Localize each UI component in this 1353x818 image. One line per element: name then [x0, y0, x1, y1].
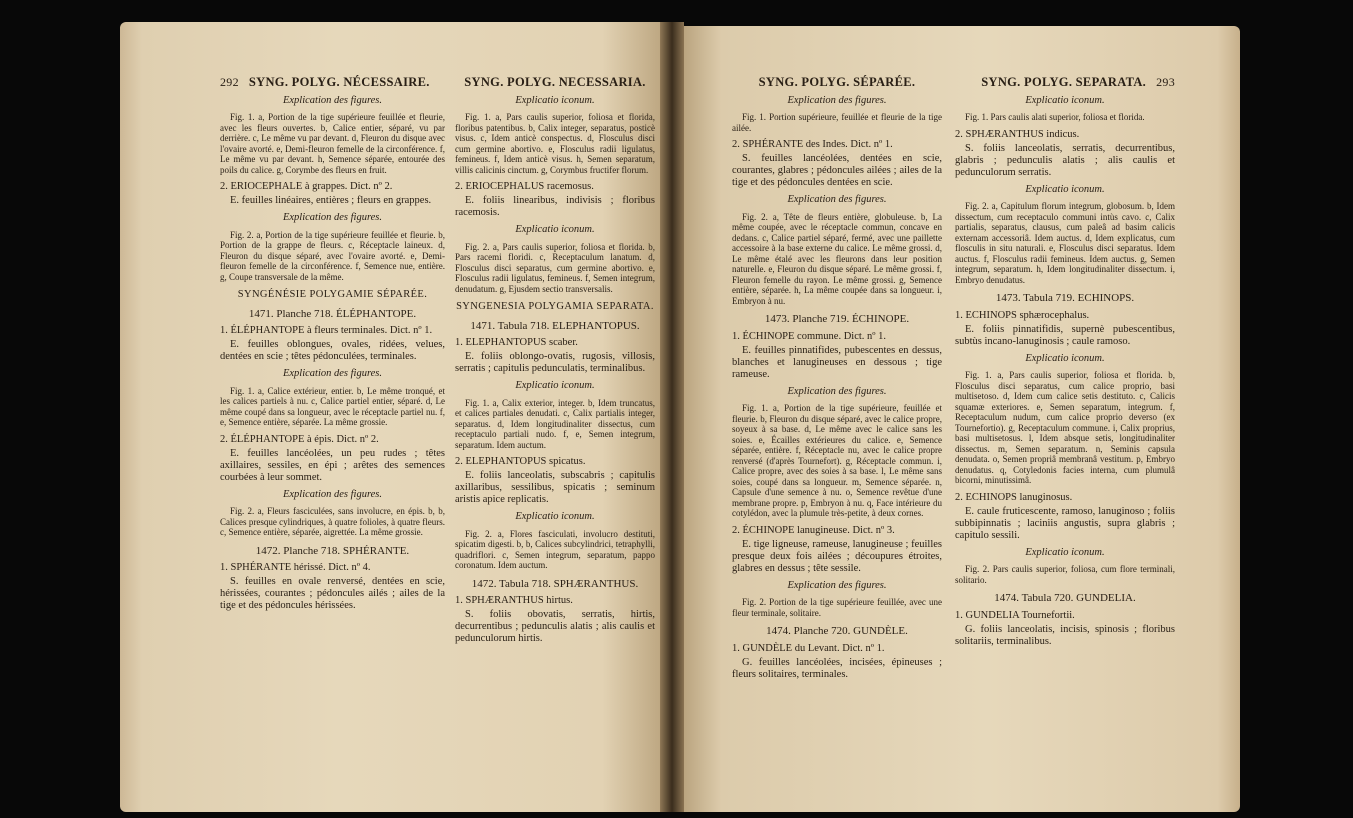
- figure-caption: Fig. 2. a, Flores fasciculati, involucro destituti, spicatim digesti. b, b, Calices subcylindrici, tetraphylli, quadriflori. c, Semen integrum, separatum, pappo coronatum. Idem auctum.: [455, 528, 655, 570]
- figure-caption: Fig. 2. a, Tête de fleurs entière, globuleuse. b, La même coupée, avec le réceptacle commun, concave en dedans. c, Calice partiel séparé, fermé, avec une paillette accessoire à la base externe du calice. Le même grossi. d, Le même étalé avec les fleurons dans leur position naturelle. e, Fleuron du disque séparé. Le même grossi. f, Fleuron femelle du rayon. Le même grossi. g, Semence entière, séparée. h, La même coupée dans sa longueur. i, Embryon à nu.: [732, 211, 942, 306]
- species-description: E. feuilles lancéolées, un peu rudes ; têtes axillaires, sessiles, en épi ; arêtes des semences courbées à leur sommet.: [220, 447, 445, 483]
- section-heading: Explicatio iconum.: [515, 224, 595, 235]
- plate-heading: 1472. Planche 718. SPHÉRANTE.: [255, 544, 410, 557]
- book-gutter: [660, 22, 684, 812]
- figure-caption: Fig. 1. Pars caulis alati superior, foliosa et florida.: [965, 112, 1145, 122]
- plate-heading: 1474. Planche 720. GUNDÈLE.: [766, 625, 908, 637]
- species-entry: 2. ERIOCEPHALUS racemosus.: [455, 181, 594, 192]
- figure-caption: Fig. 1. a, Calix exterior, integer. b, Idem truncatus, et calices partiales denudati. c, Calix partialis integer, separatus. d, Idem longitudinaliter dissectus, cum receptaculo partiali nudo. f, e, Semen integrum, separatum. Idem auctum.: [455, 397, 655, 450]
- running-header: [455, 77, 655, 88]
- species-entry: 2. ÉCHINOPE lanugineuse. Dict. nº 3.: [732, 524, 895, 536]
- species-description: S. feuilles en ovale renversé, dentées en scie, hérissées, courantes ; pédoncules ailés ; ailes de la tige et des pédoncules hérissées.: [220, 576, 445, 611]
- section-heading: Explicatio iconum.: [1025, 94, 1105, 106]
- column-french-left: [220, 77, 445, 616]
- species-entry: 1. GUNDÈLE du Levant. Dict. nº 1.: [732, 642, 885, 654]
- species-entry: 1. SPHÉRANTE hérissé. Dict. nº 4.: [220, 562, 371, 573]
- column-latin-right: [955, 77, 1175, 652]
- species-description: S. feuilles lancéolées, dentées en scie, courantes, glabres ; pédoncules ailées ; ailes de la tige et des pédoncules dentées en scie.: [732, 153, 942, 188]
- species-entry: 2. ERIOCEPHALE à grappes. Dict. nº 2.: [220, 181, 393, 192]
- figure-caption: Fig. 2. Portion de la tige supérieure feuillée, avec une fleur terminale, solitaire.: [732, 597, 942, 618]
- figure-caption: Fig. 2. Pars caulis superior, foliosa, cum flore terminali, solitario.: [955, 564, 1175, 585]
- species-description: E. foliis lanceolatis, subscabris ; capitulis axillaribus, sessilibus, spicatis ; seminum aristis apice replicatis.: [455, 470, 655, 505]
- figure-caption: Fig. 2. a, Fleurs fasciculées, sans involucre, en épis. b, b, Calices presque cylindriques, à quatre folioles, à quatre fleurs. c, Semence entière, séparée, aigrettée. La même grossie.: [220, 506, 445, 537]
- figure-caption: Fig. 1. Portion supérieure, feuillée et fleurie de la tige ailée.: [732, 112, 942, 133]
- figure-caption: Fig. 1. a, Portion de la tige supérieure feuillée et fleurie, avec les fleurs ouvertes. b, Calice entier, séparé, vu par derrière. c, Le même vu par devant. d, Fleuron du disque avec l'ovaire avorté. e, Demi-fleuron femelle de la circonférence. f, Le même vu par devant. h, Semence séparée, entourée des poils du calice. g, Corymbe des fleurs en fruit.: [220, 112, 445, 175]
- figure-caption: Fig. 2. a, Portion de la tige supérieure feuillée et fleurie. b, Portion de la grappe de fleurs. c, Réceptacle laineux. d, Fleuron du disque séparé, avec l'ovaire avorté. e, Demi-fleuron femelle de la circonférence. f, Semence nue, entière. g, Coupe transversale de la même.: [220, 229, 445, 282]
- species-description: E. feuilles pinnatifides, pubescentes en dessus, blanches et lanugineuses en dessous ; tige rameuse.: [732, 344, 942, 380]
- column-french-right: [732, 77, 942, 685]
- plate-heading: 1473. Planche 719. ÉCHINOPE.: [764, 313, 910, 325]
- species-entry: 1. SPHÆRANTHUS hirtus.: [455, 595, 573, 606]
- section-heading: Explication des figures.: [787, 94, 887, 106]
- species-entry: 1. ÉCHINOPE commune. Dict. nº 1.: [732, 330, 887, 342]
- section-heading: Explication des figures.: [787, 385, 887, 397]
- species-description: E. feuilles linéaires, entières ; fleurs en grappes.: [230, 195, 432, 206]
- figure-caption: Fig. 1. a, Pars caulis superior, foliosa et florida. b, Flosculus disci separatus, cum calice proprio, basi multisetoso. d, Idem cum calice setis destituto. c, Calicis squamæ exteriores. e, Semen separatum, integrum. f, Receptaculum nudum, cum calice proprio deverso (ex Tournefortio). g, Receptaculum commune. i, Calix proprius, basi multisetosus. l, Idem absque setis, longitudinaliter dissectus. m, Semen separatum. n, Seminis capsula denudata. o, Semen propriâ membranâ vestitum. p, Embryo denudatus. q, Cotyledonis facies interna, cum plumulâ bicorni, minutissimâ.: [955, 370, 1175, 485]
- species-entry: 1. ÉLÉPHANTOPE à fleurs terminales. Dict. nº 1.: [220, 325, 433, 336]
- species-description: S. foliis lanceolatis, serratis, decurrentibus, glabris ; pedunculis alatis ; alis caulis et pedunculorum serratis.: [955, 142, 1175, 178]
- page-number: 293: [1156, 75, 1175, 89]
- species-description: E. tige ligneuse, rameuse, lanugineuse ; feuilles presque deux fois ailées ; découpures étroites, glabres en dessus ; tête sessile.: [732, 538, 942, 574]
- plate-heading: 1471. Tabula 718. ELEPHANTOPUS.: [470, 319, 640, 332]
- running-header: [732, 77, 942, 88]
- section-heading: Explicatio iconum.: [515, 94, 595, 106]
- header-title: SYNG. POLYG. SÉPARÉE.: [758, 75, 916, 89]
- section-heading: Explication des figures.: [282, 488, 383, 500]
- column-latin-left: [455, 77, 655, 649]
- header-title: SYNG. POLYG. NÉCESSAIRE.: [248, 75, 430, 89]
- species-entry: 2. ÉLÉPHANTOPE à épis. Dict. nº 2.: [220, 433, 379, 445]
- species-entry: 1. ELEPHANTOPUS scaber.: [455, 337, 578, 348]
- section-heading: Explicatio iconum.: [1025, 352, 1105, 364]
- running-header: [220, 77, 445, 88]
- open-book: [120, 22, 1240, 812]
- family-heading: SYNGENESIA POLYGAMIA SEPARATA.: [456, 301, 654, 312]
- species-description: G. foliis lanceolatis, incisis, spinosis ; floribus solitariis, terminalibus.: [955, 623, 1175, 647]
- species-entry: 1. ECHINOPS sphærocephalus.: [955, 309, 1090, 321]
- species-description: E. feuilles oblongues, ovales, ridées, velues, dentées en scie ; têtes pédonculées, terminales.: [220, 339, 445, 362]
- figure-caption: Fig. 2. a, Capitulum florum integrum, globosum. b, Idem dissectum, cum receptaculo communi intùs cavo. c, Calix partialis, separatus, clausus, cum paleâ ad basim calicis externam accessoriâ. Idem auctus. d, Idem explicatus, cum flosculis in situ naturali. e, Flosculus disci separatus. Idem auctus. f, Flosculus radii femineus. Idem auctus. g, Semen integrum, separatum. h, Idem longitudinaliter dissectum. i, Embryo denudatus.: [955, 201, 1175, 285]
- plate-heading: 1474. Tabula 720. GUNDELIA.: [994, 592, 1136, 604]
- plate-heading: 1472. Tabula 718. SPHÆRANTHUS.: [471, 577, 639, 590]
- species-description: G. feuilles lancéolées, incisées, épineuses ; fleurs solitaires, terminales.: [732, 656, 942, 680]
- header-title: SYNG. POLYG. NECESSARIA.: [464, 75, 646, 89]
- figure-caption: Fig. 2. a, Pars caulis superior, foliosa et florida. b, Pars racemi floridi. c, Receptaculum lanatum. d, Flosculus disci separatus, cum germine abortivo. e, Flosculus radii ligulatus, femineus. f, Semen integrum, denudatum. g, Ejusdem sectio transversalis.: [455, 241, 655, 294]
- section-heading: Explicatio iconum.: [515, 511, 595, 522]
- section-heading: Explication des figures.: [787, 579, 887, 591]
- species-description: E. foliis linearibus, indivisis ; floribus racemosis.: [455, 195, 655, 218]
- species-description: S. foliis obovatis, serratis, hirtis, decurrentibus ; pedunculis alatis ; alis caulis et pedunculorum hirtis.: [455, 609, 655, 644]
- plate-heading: 1471. Planche 718. ÉLÉPHANTOPE.: [248, 307, 417, 320]
- running-header: [955, 77, 1175, 88]
- section-heading: Explication des figures.: [787, 194, 887, 205]
- section-heading: Explication des figures.: [282, 368, 383, 379]
- species-entry: 1. GUNDELIA Tournefortii.: [955, 609, 1075, 621]
- section-heading: Explication des figures.: [282, 212, 383, 223]
- section-heading: Explicatio iconum.: [515, 380, 595, 391]
- species-description: E. caule fruticescente, ramoso, lanuginoso ; foliis subbipinnatis ; laciniis angustis, supra glabris ; capitulo sessili.: [955, 505, 1175, 541]
- section-heading: Explicatio iconum.: [1025, 183, 1105, 195]
- species-description: E. foliis oblongo-ovatis, rugosis, villosis, serratis ; capitulis pedunculatis, terminalibus.: [455, 351, 655, 374]
- species-entry: 2. SPHÉRANTE des Indes. Dict. nº 1.: [732, 139, 893, 150]
- plate-heading: 1473. Tabula 719. ECHINOPS.: [995, 292, 1135, 304]
- figure-caption: Fig. 1. a, Pars caulis superior, foliosa et florida, floribus patentibus. b, Calix integer, separatus, posticè visus. c, Idem anticè conspectus. d, Flosculus disci cum germine abortivo. e, Flosculus radii ligulatus, femineus. f, Idem anticè visus. h, Semen separatum, villis calicinis cinctum. g, Corymbus fructifer florum.: [455, 112, 655, 175]
- species-entry: 2. ELEPHANTOPUS spicatus.: [455, 456, 586, 467]
- page-number: 292: [220, 75, 239, 89]
- section-heading: Explication des figures.: [282, 94, 383, 106]
- header-title: SYNG. POLYG. SEPARATA.: [981, 75, 1147, 89]
- figure-caption: Fig. 1. a, Portion de la tige supérieure, feuillée et fleurie. b, Fleuron du disque séparé, avec le calice propre, soyeux à sa base. d, Le même avec le calice sans les soies. e, Écailles extérieures du calice. e, Semence séparée, entière. f, Réceptacle nu, avec le calice propre renversé (d'après Tournefort). g, Réceptacle commun. i, Calice propre, avec des soies à sa base. l, Le même sans soies, coupé dans sa longueur. m, Semence séparée. n, Capsule d'une semence à nu. o, Semence revêtue d'une membrane propre. p, Embryon à nu. q, Face intérieure du cotylédon, avec la plumule très-petite, à deux cornes.: [732, 403, 942, 518]
- species-description: E. foliis pinnatifidis, supernè pubescentibus, subtùs incano-lanuginosis ; caule ramoso.: [955, 323, 1175, 347]
- species-entry: 2. ECHINOPS lanuginosus.: [955, 491, 1073, 503]
- figure-caption: Fig. 1. a, Calice extérieur, entier. b, Le même tronqué, et les calices partiels à nu. c, Calice partiel entier, séparé. d, Le même coupé dans sa longueur, avec le réceptacle partiel nu. f, e, Semence entière, séparée. La même grossie.: [220, 385, 445, 427]
- section-heading: Explicatio iconum.: [1025, 546, 1105, 558]
- species-entry: 2. SPHÆRANTHUS indicus.: [955, 128, 1080, 140]
- family-heading: SYNGÉNÉSIE POLYGAMIE SÉPARÉE.: [237, 289, 428, 300]
